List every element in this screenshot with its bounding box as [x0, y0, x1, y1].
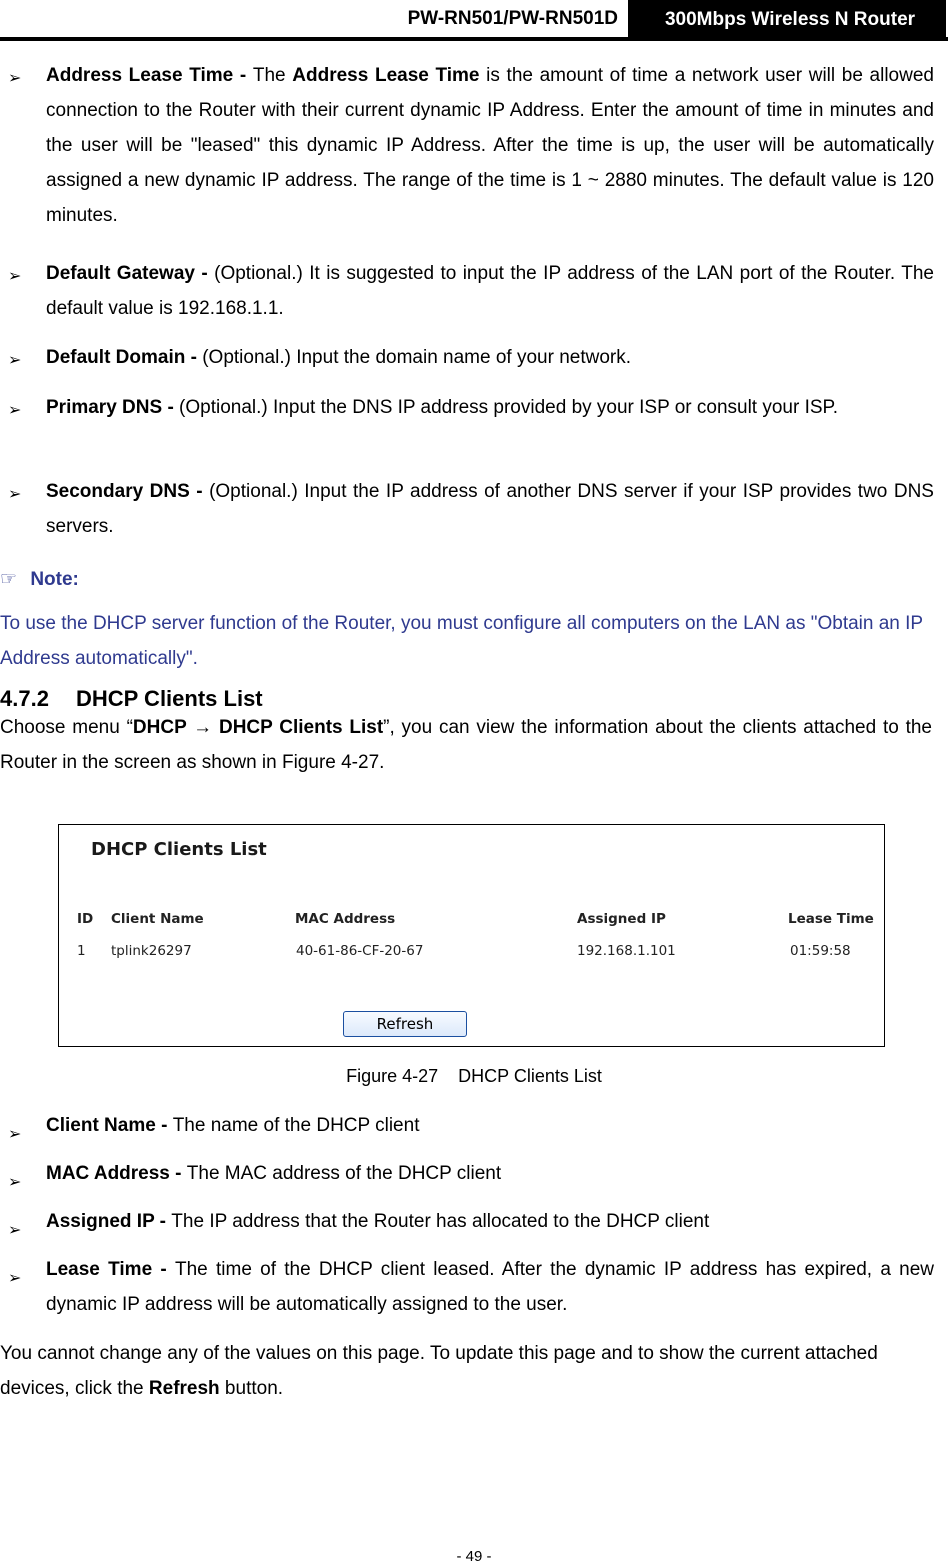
header-product-box — [628, 0, 946, 40]
list-item-assigned-ip — [46, 1204, 934, 1239]
bullet-icon: ➢ — [8, 486, 22, 503]
term-label: Assigned IP - — [46, 1211, 172, 1232]
bullet-icon: ➢ — [8, 352, 22, 369]
closing-paragraph — [0, 1336, 936, 1406]
page-number: - 49 - — [456, 1548, 492, 1565]
page-header — [0, 0, 948, 44]
list-item-mac-address — [46, 1156, 934, 1191]
menu-dhcp-clients-list: DHCP Clients List — [218, 717, 384, 738]
item-text: The — [252, 65, 293, 86]
header-rule — [0, 37, 948, 41]
menu-dhcp: DHCP — [132, 717, 187, 738]
item-text: (Optional.) Input the DNS IP address provided by your ISP or consult your ISP. — [179, 397, 839, 418]
list-item-primary-dns — [46, 390, 934, 425]
cell-lease-time: 01:59:58 — [790, 943, 851, 959]
term-label: MAC Address - — [46, 1163, 187, 1184]
bullet-icon: ➢ — [8, 1174, 22, 1191]
bullet-icon: ➢ — [8, 1222, 22, 1239]
item-text: The MAC address of the DHCP client — [186, 1163, 502, 1184]
cell-assigned-ip: 192.168.1.101 — [577, 943, 676, 959]
closing-text: button. — [219, 1378, 284, 1399]
column-header-lease-time: Lease Time — [788, 911, 874, 927]
intro-text: ”, you can view the information about the clients attached to the Router in the screen as shown in Figure 4-27. — [0, 717, 932, 773]
cell-id: 1 — [77, 943, 86, 959]
term-label: Primary DNS - — [46, 397, 180, 418]
note-heading — [0, 568, 79, 591]
note-text: To use the DHCP server function of the Router, you must configure all computers on the LAN as "Obtain an IP Address automatically". — [0, 613, 923, 669]
section-title — [0, 686, 263, 712]
list-item-client-name — [46, 1108, 934, 1143]
item-text: (Optional.) It is suggested to input the IP address of the LAN port of the Router. The default value is 192.168.1.1. — [46, 263, 934, 319]
bullet-icon: ➢ — [8, 268, 22, 285]
term-label: Client Name - — [46, 1115, 173, 1136]
column-header-mac-address: MAC Address — [295, 911, 396, 927]
intro-paragraph — [0, 710, 932, 780]
bullet-icon: ➢ — [8, 1126, 22, 1143]
list-item-secondary-dns — [46, 474, 934, 544]
arrow-icon: → — [186, 717, 219, 738]
item-text: is the amount of time a network user will be allowed connection to the Router with their current dynamic IP Address. Enter the amount of time in minutes and the user will be "leased" this dynamic IP Address. After the time is up, the user will be automatically assigned a new dynamic IP address. The range of the time is 1 ~ 2880 minutes. The default value is 120 minutes. — [46, 65, 934, 226]
item-text: (Optional.) Input the IP address of another DNS server if your ISP provides two DNS servers. — [46, 481, 934, 537]
bullet-icon: ➢ — [8, 70, 22, 87]
refresh-term: Refresh — [148, 1378, 220, 1399]
refresh-button[interactable]: Refresh — [343, 1011, 467, 1037]
term-label: Address Lease Time — [292, 65, 480, 86]
pointing-hand-icon: ☞ — [0, 568, 18, 590]
term-label: Default Domain - — [46, 347, 203, 368]
item-text: (Optional.) Input the domain name of your network. — [202, 347, 632, 368]
list-item-default-gateway — [46, 256, 934, 326]
item-text: The time of the DHCP client leased. After the dynamic IP address has expired, a new dynamic IP address will be automatically assigned to the user. — [46, 1259, 935, 1315]
bullet-icon: ➢ — [8, 402, 22, 419]
note-label: Note: — [30, 569, 79, 590]
term-label: Lease Time - — [46, 1259, 175, 1280]
cell-client-name: tplink26297 — [111, 943, 192, 959]
list-item-default-domain — [46, 340, 934, 375]
list-item-lease-time — [46, 58, 934, 233]
header-model: PW-RN501/PW-RN501D — [407, 8, 618, 29]
figure-caption: Figure 4-27 DHCP Clients List — [346, 1066, 602, 1086]
item-text: The name of the DHCP client — [172, 1115, 420, 1136]
item-text: The IP address that the Router has allocated to the DHCP client — [171, 1211, 710, 1232]
header-product: 300Mbps Wireless N Router — [664, 9, 916, 30]
cell-mac-address: 40-61-86-CF-20-67 — [296, 943, 424, 959]
intro-text: Choose menu “ — [0, 717, 133, 738]
list-item-lease-time — [46, 1252, 934, 1322]
term-label: Address Lease Time - — [46, 65, 253, 86]
dhcp-clients-screen — [58, 824, 885, 1047]
column-header-id: ID — [77, 911, 94, 927]
column-header-assigned-ip: Assigned IP — [577, 911, 666, 927]
bullet-icon: ➢ — [8, 1270, 22, 1287]
closing-text: You cannot change any of the values on this page. To update this page and to show the current attached devices, click the — [0, 1343, 878, 1399]
section-title-text: DHCP Clients List — [76, 686, 263, 711]
term-label: Default Gateway - — [46, 263, 215, 284]
term-label: Secondary DNS - — [46, 481, 210, 502]
screen-title: DHCP Clients List — [91, 839, 267, 860]
column-header-client-name: Client Name — [111, 911, 204, 927]
section-number: 4.7.2 — [0, 686, 49, 711]
